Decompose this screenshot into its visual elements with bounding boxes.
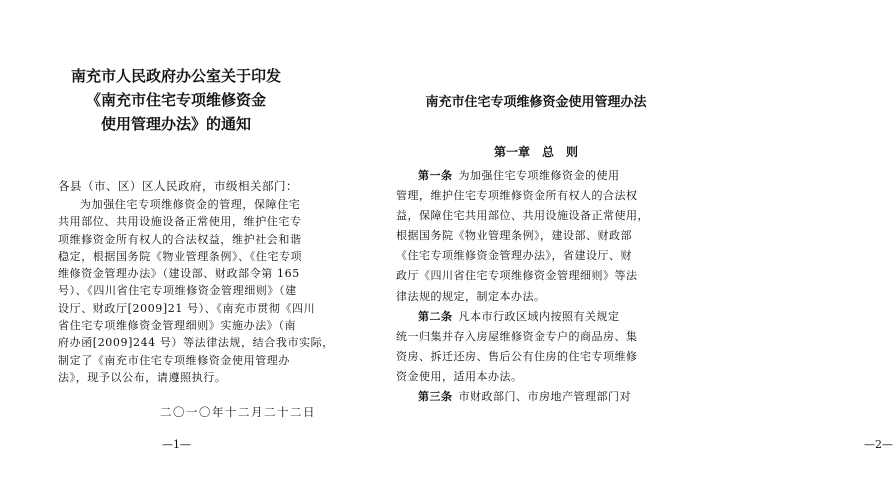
article-1-line [396,166,658,186]
body-line: 制定了《南充市住宅专项维修资金使用管理办 [58,353,290,367]
notice-title [50,64,302,136]
regulation-body [396,166,658,407]
body-line: 共用部位、共用设施设备正常使用，维护住宅专 [58,215,302,229]
article-text: 为加强住宅专项维修资金的使用 [458,169,620,182]
article-1-line: 根据国务院《物业管理条例》，建设部、财政部 [396,229,632,243]
issue-date: 二〇一〇年十二月二十二日 [160,405,316,419]
article-label: 第三条 [418,390,453,404]
article-label: 第二条 [418,309,453,323]
regulation-title: 南充市住宅专项维修资金使用管理办法 [425,95,647,110]
title-line: 《南充市住宅专项维修资金 [85,91,266,109]
article-text: 市财政部门、市房地产管理部门对 [458,390,631,404]
body-line: 稳定，根据国务院《物业管理条例》、《住宅专项 [58,249,303,263]
body-line: 设厅、财政厅[2009]21 号）、《南充市贯彻《四川 [58,301,316,315]
article-2-line: 资房、拆迁还房、售后公有住房的住宅专项维修 [396,349,638,363]
notice-body [58,196,334,386]
left-page [0,0,351,496]
chapter-heading: 第一章 总 则 [493,145,578,159]
body-line: 为加强住宅专项维修资金的管理，保障住宅 [80,198,301,211]
article-1-line: 政厅《四川省住宅专项维修资金管理细则》等法 [396,269,638,283]
article-2-line: 统一归集并存入房屋维修资金专户的商品房、集 [396,329,638,343]
body-line: 法》，现予以公布，请遵照执行。 [58,370,227,384]
right-page [351,0,893,496]
title-line: 南充市人民政府办公室关于印发 [70,67,281,85]
article-label: 第一条 [418,169,453,182]
page-number: —1— [162,438,191,451]
article-text: 凡本市行政区域内按照有关规定 [458,309,620,323]
article-3-line [396,387,658,407]
article-2-line [396,307,658,327]
article-1-line: 管理，维护住宅专项维修资金所有权人的合法权 [396,189,638,203]
article-1-line: 《住宅专项维修资金管理办法》，省建设厅、财 [396,249,632,263]
body-line: 号）、《四川省住宅专项维修资金管理细则》（建 [58,284,297,298]
body-line: 省住宅专项维修资金管理细则》实施办法》（南 [58,319,297,333]
salutation: 各县（市、区）区人民政府，市级相关部门： [58,179,298,193]
article-2-line: 资金使用，适用本办法。 [396,369,523,383]
title-line: 使用管理办法》的通知 [100,115,251,133]
article-1-line: 益，保障住宅共用部位、共用设施设备正常使用， [396,209,649,223]
body-line: 项维修资金所有权人的合法权益，维护社会和谐 [58,232,302,246]
article-1-line: 律法规的规定，制定本办法。 [396,289,546,303]
body-line: 维修资金管理办法》（建设部、财政部令第 165 [58,267,300,281]
page-number: —2— [864,438,893,451]
body-line: 府办函[2009]244 号）等法律法规，结合我市实际， [58,336,334,350]
